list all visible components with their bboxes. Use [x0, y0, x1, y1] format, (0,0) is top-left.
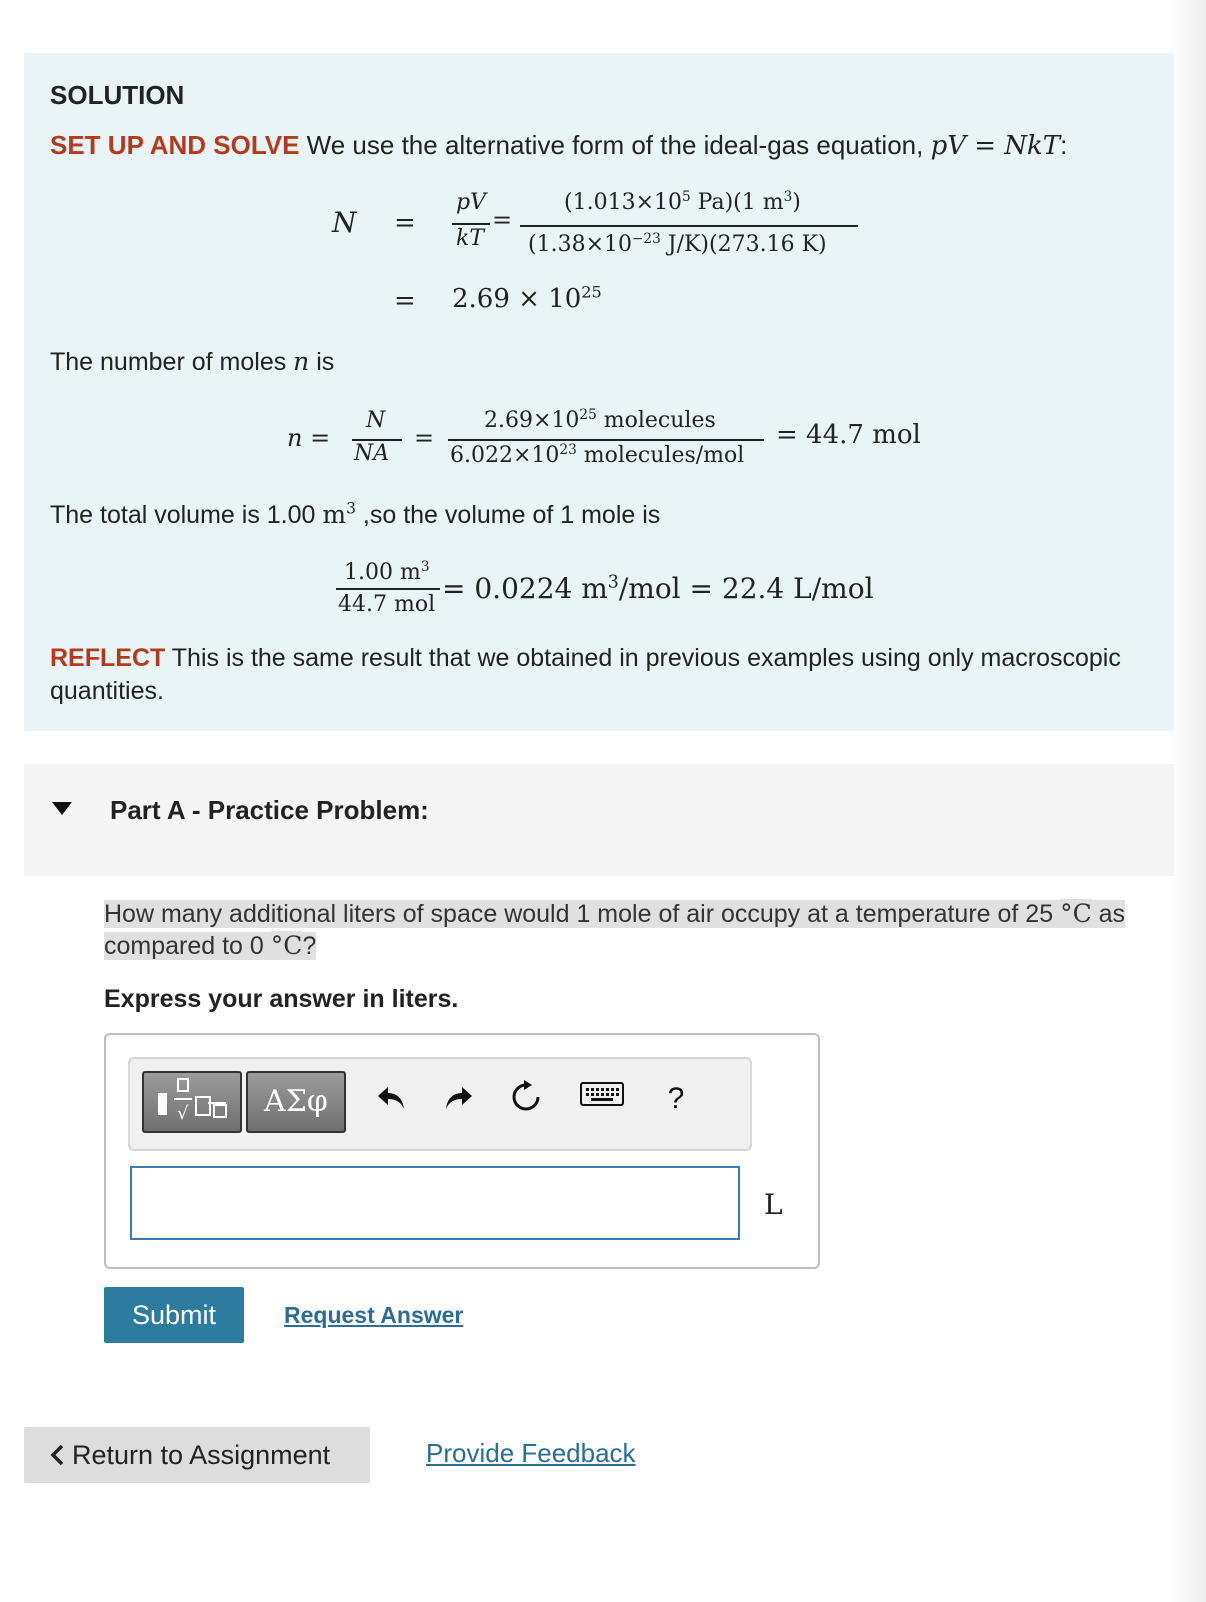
eq1-equals: =	[394, 208, 416, 238]
eq2-frac1-den: NA	[354, 441, 390, 466]
moles-text: The number of moles n is	[50, 347, 335, 376]
math-toolbar	[128, 1057, 752, 1151]
setup-formula: pV = NkT	[930, 131, 1061, 161]
eq3-result: = 0.0224 $m^3$/mol = 22.4 L/mol	[442, 572, 874, 605]
eq2-equals: =	[414, 424, 435, 452]
greek-symbols-button[interactable]: ΑΣφ	[246, 1071, 346, 1133]
eq1-frac2-num: ($1.013\times 10^5$ Pa)(1 $m^3$)	[564, 188, 801, 215]
eq2-frac1-num: N	[366, 408, 386, 433]
request-answer-link[interactable]: Request Answer	[284, 1302, 464, 1328]
volume-text: The total volume is 1.00 $m^3$ ,so the volume of 1 mole is	[50, 499, 661, 529]
answer-instruction: Express your answer in liters.	[104, 985, 459, 1013]
chevron-left-icon	[48, 1443, 66, 1467]
eq1-frac2-den: ($1.38\times 10^{-23}$ J/K)(273.16 K)	[528, 230, 827, 257]
collapse-triangle-icon[interactable]	[52, 802, 72, 815]
eq3-bar	[336, 588, 440, 590]
eq2-frac2-bar	[448, 439, 764, 441]
setup-end: :	[1060, 130, 1068, 160]
provide-feedback-link[interactable]: Provide Feedback	[426, 1438, 636, 1468]
part-a-title: Part A - Practice Problem:	[110, 795, 429, 825]
eq3-den: 44.7 mol	[338, 592, 436, 617]
eq2-result: = 44.7 mol	[776, 420, 921, 450]
setup-label: SET UP AND SOLVE	[50, 130, 300, 160]
eq1-lhs: N	[332, 206, 357, 239]
eq2-frac2-num: $2.69\times 10^{25}$ molecules	[484, 406, 716, 433]
eq1-frac1-num: pV	[456, 190, 486, 215]
solution-heading: SOLUTION	[50, 80, 185, 110]
eq1-frac2-bar	[520, 225, 858, 227]
reset-icon[interactable]	[506, 1079, 546, 1119]
setup-text: We use the alternative form of the ideal-gas equation,	[299, 130, 931, 160]
eq1-frac1-den: kT	[456, 226, 485, 251]
return-label: Return to Assignment	[72, 1440, 331, 1470]
answer-unit: L	[764, 1188, 783, 1221]
help-button[interactable]: ?	[667, 1082, 685, 1115]
eq1-line2-equals: =	[394, 286, 416, 316]
reflect-paragraph	[50, 642, 1150, 708]
answer-input[interactable]	[130, 1166, 740, 1240]
eq2-lhs: n =	[287, 424, 331, 452]
redo-icon[interactable]	[438, 1079, 478, 1119]
undo-icon[interactable]	[372, 1079, 412, 1119]
submit-button[interactable]: Submit	[104, 1287, 244, 1343]
eq3-num: 1.00 $m^3$	[344, 558, 430, 585]
page-edge-shade	[1172, 0, 1206, 1602]
reflect-text: This is the same result that we obtained in previous examples using only macroscopic quantities.	[50, 644, 1121, 705]
eq1-frac1-bar	[452, 223, 490, 225]
templates-icon	[144, 1073, 240, 1131]
eq2-frac2-den: $6.022\times 10^{23}$ molecules/mol	[450, 441, 745, 468]
setup-paragraph	[50, 130, 1067, 161]
eq1-equals-2: =	[492, 206, 513, 234]
keyboard-icon[interactable]	[578, 1079, 626, 1119]
question-text: How many additional liters of space would 1 mole of air occupy at a temperature of 25 °C as compared to 0 °C?	[104, 899, 1126, 960]
return-to-assignment-button[interactable]	[24, 1427, 370, 1483]
eq1-line2-value: $2.69 \times 10^{25}$	[452, 282, 602, 314]
templates-button[interactable]	[142, 1071, 242, 1133]
svg-text:√: √	[177, 1103, 189, 1124]
reflect-label: REFLECT	[50, 644, 166, 672]
